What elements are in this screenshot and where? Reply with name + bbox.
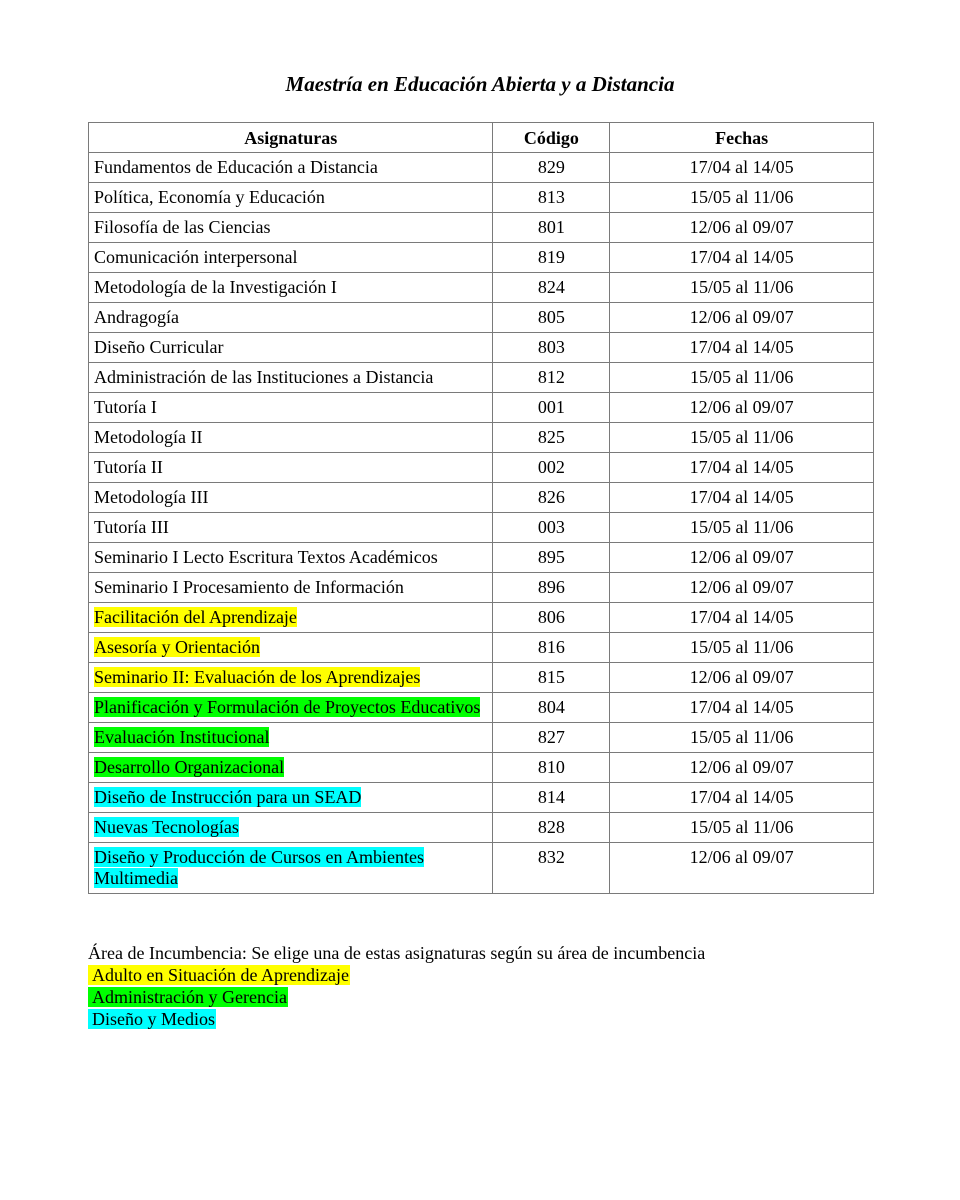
incumbency-intro: Área de Incumbencia: Se elige una de estas asignaturas según su área de incumbencia [88,943,706,963]
subject-name: Diseño de Instrucción para un SEAD [94,787,362,807]
area-list [88,964,705,1030]
subject-cell [89,843,493,894]
document-title: Maestría en Educación Abierta y a Distancia [285,72,675,96]
table-row [89,813,874,843]
dates-cell: 15/05 al 11/06 [610,273,874,303]
subject-cell [89,303,493,333]
subject-name: Tutoría III [94,517,169,537]
subject-cell [89,213,493,243]
dates-cell: 17/04 al 14/05 [610,483,874,513]
column-header-code: Código [493,123,610,153]
table-row [89,573,874,603]
subject-name: Planificación y Formulación de Proyectos Educativos [94,697,481,717]
table-row [89,663,874,693]
dates-cell: 12/06 al 09/07 [610,663,874,693]
subject-name: Andragogía [94,307,179,327]
table-row [89,843,874,894]
subject-cell [89,753,493,783]
code-cell: 814 [493,783,610,813]
table-row [89,783,874,813]
subject-cell [89,603,493,633]
code-cell: 801 [493,213,610,243]
table-row [89,423,874,453]
code-cell: 812 [493,363,610,393]
dates-cell: 15/05 al 11/06 [610,813,874,843]
subject-cell [89,543,493,573]
table-row [89,333,874,363]
subject-name: Diseño y Producción de Cursos en Ambientes Multimedia [94,847,424,888]
subject-name: Administración de las Instituciones a Distancia [94,367,434,387]
subject-cell [89,453,493,483]
table-row [89,543,874,573]
subject-name: Filosofía de las Ciencias [94,217,271,237]
table-row [89,513,874,543]
code-cell: 832 [493,843,610,894]
table-row [89,723,874,753]
subject-cell [89,273,493,303]
code-cell: 805 [493,303,610,333]
code-cell: 827 [493,723,610,753]
subject-name: Desarrollo Organizacional [94,757,285,777]
code-cell: 896 [493,573,610,603]
code-cell: 810 [493,753,610,783]
subject-name: Seminario I Lecto Escritura Textos Académicos [94,547,438,567]
dates-cell: 17/04 al 14/05 [610,693,874,723]
incumbency-notes [88,942,705,1030]
subject-name: Metodología II [94,427,203,447]
subject-cell [89,483,493,513]
subject-name: Metodología III [94,487,209,507]
subject-cell [89,363,493,393]
table-row [89,453,874,483]
dates-cell: 12/06 al 09/07 [610,393,874,423]
table-row [89,183,874,213]
dates-cell: 17/04 al 14/05 [610,333,874,363]
subject-cell [89,153,493,183]
code-cell: 826 [493,483,610,513]
area-item [88,1008,705,1030]
subjects-table [88,122,874,894]
subject-cell [89,243,493,273]
subject-name: Metodología de la Investigación I [94,277,337,297]
code-cell: 816 [493,633,610,663]
subject-cell [89,663,493,693]
table-row [89,753,874,783]
subject-name: Evaluación Institucional [94,727,270,747]
subject-cell [89,573,493,603]
subject-name: Tutoría I [94,397,157,417]
table-row [89,273,874,303]
code-cell: 895 [493,543,610,573]
dates-cell: 12/06 al 09/07 [610,303,874,333]
subject-cell [89,633,493,663]
dates-cell: 17/04 al 14/05 [610,783,874,813]
code-cell: 803 [493,333,610,363]
subject-name: Seminario II: Evaluación de los Aprendizajes [94,667,421,687]
dates-cell: 15/05 al 11/06 [610,183,874,213]
subject-name: Política, Economía y Educación [94,187,325,207]
subject-cell [89,333,493,363]
code-cell: 815 [493,663,610,693]
dates-cell: 17/04 al 14/05 [610,243,874,273]
subject-cell [89,783,493,813]
subject-name: Fundamentos de Educación a Distancia [94,157,378,177]
subject-name: Facilitación del Aprendizaje [94,607,297,627]
subject-name: Seminario I Procesamiento de Información [94,577,404,597]
dates-cell: 17/04 al 14/05 [610,153,874,183]
area-label: Administración y Gerencia [88,987,288,1007]
code-cell: 001 [493,393,610,423]
table-row [89,213,874,243]
subject-cell [89,693,493,723]
code-cell: 819 [493,243,610,273]
dates-cell: 15/05 al 11/06 [610,363,874,393]
area-label: Diseño y Medios [88,1009,216,1029]
subject-cell [89,393,493,423]
code-cell: 824 [493,273,610,303]
table-header-row [89,123,874,153]
dates-cell: 12/06 al 09/07 [610,213,874,243]
subject-cell [89,813,493,843]
code-cell: 829 [493,153,610,183]
code-cell: 828 [493,813,610,843]
subject-cell [89,423,493,453]
dates-cell: 12/06 al 09/07 [610,753,874,783]
area-label: Adulto en Situación de Aprendizaje [88,965,350,985]
dates-cell: 12/06 al 09/07 [610,843,874,894]
code-cell: 806 [493,603,610,633]
table-row [89,303,874,333]
dates-cell: 15/05 al 11/06 [610,423,874,453]
table-row [89,603,874,633]
code-cell: 813 [493,183,610,213]
table-row [89,693,874,723]
subject-cell [89,513,493,543]
subject-cell [89,723,493,753]
subject-name: Diseño Curricular [94,337,224,357]
code-cell: 002 [493,453,610,483]
dates-cell: 15/05 al 11/06 [610,723,874,753]
table-row [89,243,874,273]
table-row [89,633,874,663]
code-cell: 825 [493,423,610,453]
dates-cell: 17/04 al 14/05 [610,453,874,483]
subject-name: Tutoría II [94,457,163,477]
subject-cell [89,183,493,213]
dates-cell: 15/05 al 11/06 [610,633,874,663]
code-cell: 003 [493,513,610,543]
subject-name: Nuevas Tecnologías [94,817,239,837]
column-header-dates: Fechas [610,123,874,153]
table-row [89,483,874,513]
dates-cell: 12/06 al 09/07 [610,573,874,603]
area-item [88,964,705,986]
table-body [89,153,874,894]
area-item [88,986,705,1008]
table-row [89,393,874,423]
table-row [89,153,874,183]
subject-name: Asesoría y Orientación [94,637,260,657]
subject-name: Comunicación interpersonal [94,247,298,267]
dates-cell: 15/05 al 11/06 [610,513,874,543]
dates-cell: 17/04 al 14/05 [610,603,874,633]
column-header-subject: Asignaturas [89,123,493,153]
table-row [89,363,874,393]
code-cell: 804 [493,693,610,723]
dates-cell: 12/06 al 09/07 [610,543,874,573]
